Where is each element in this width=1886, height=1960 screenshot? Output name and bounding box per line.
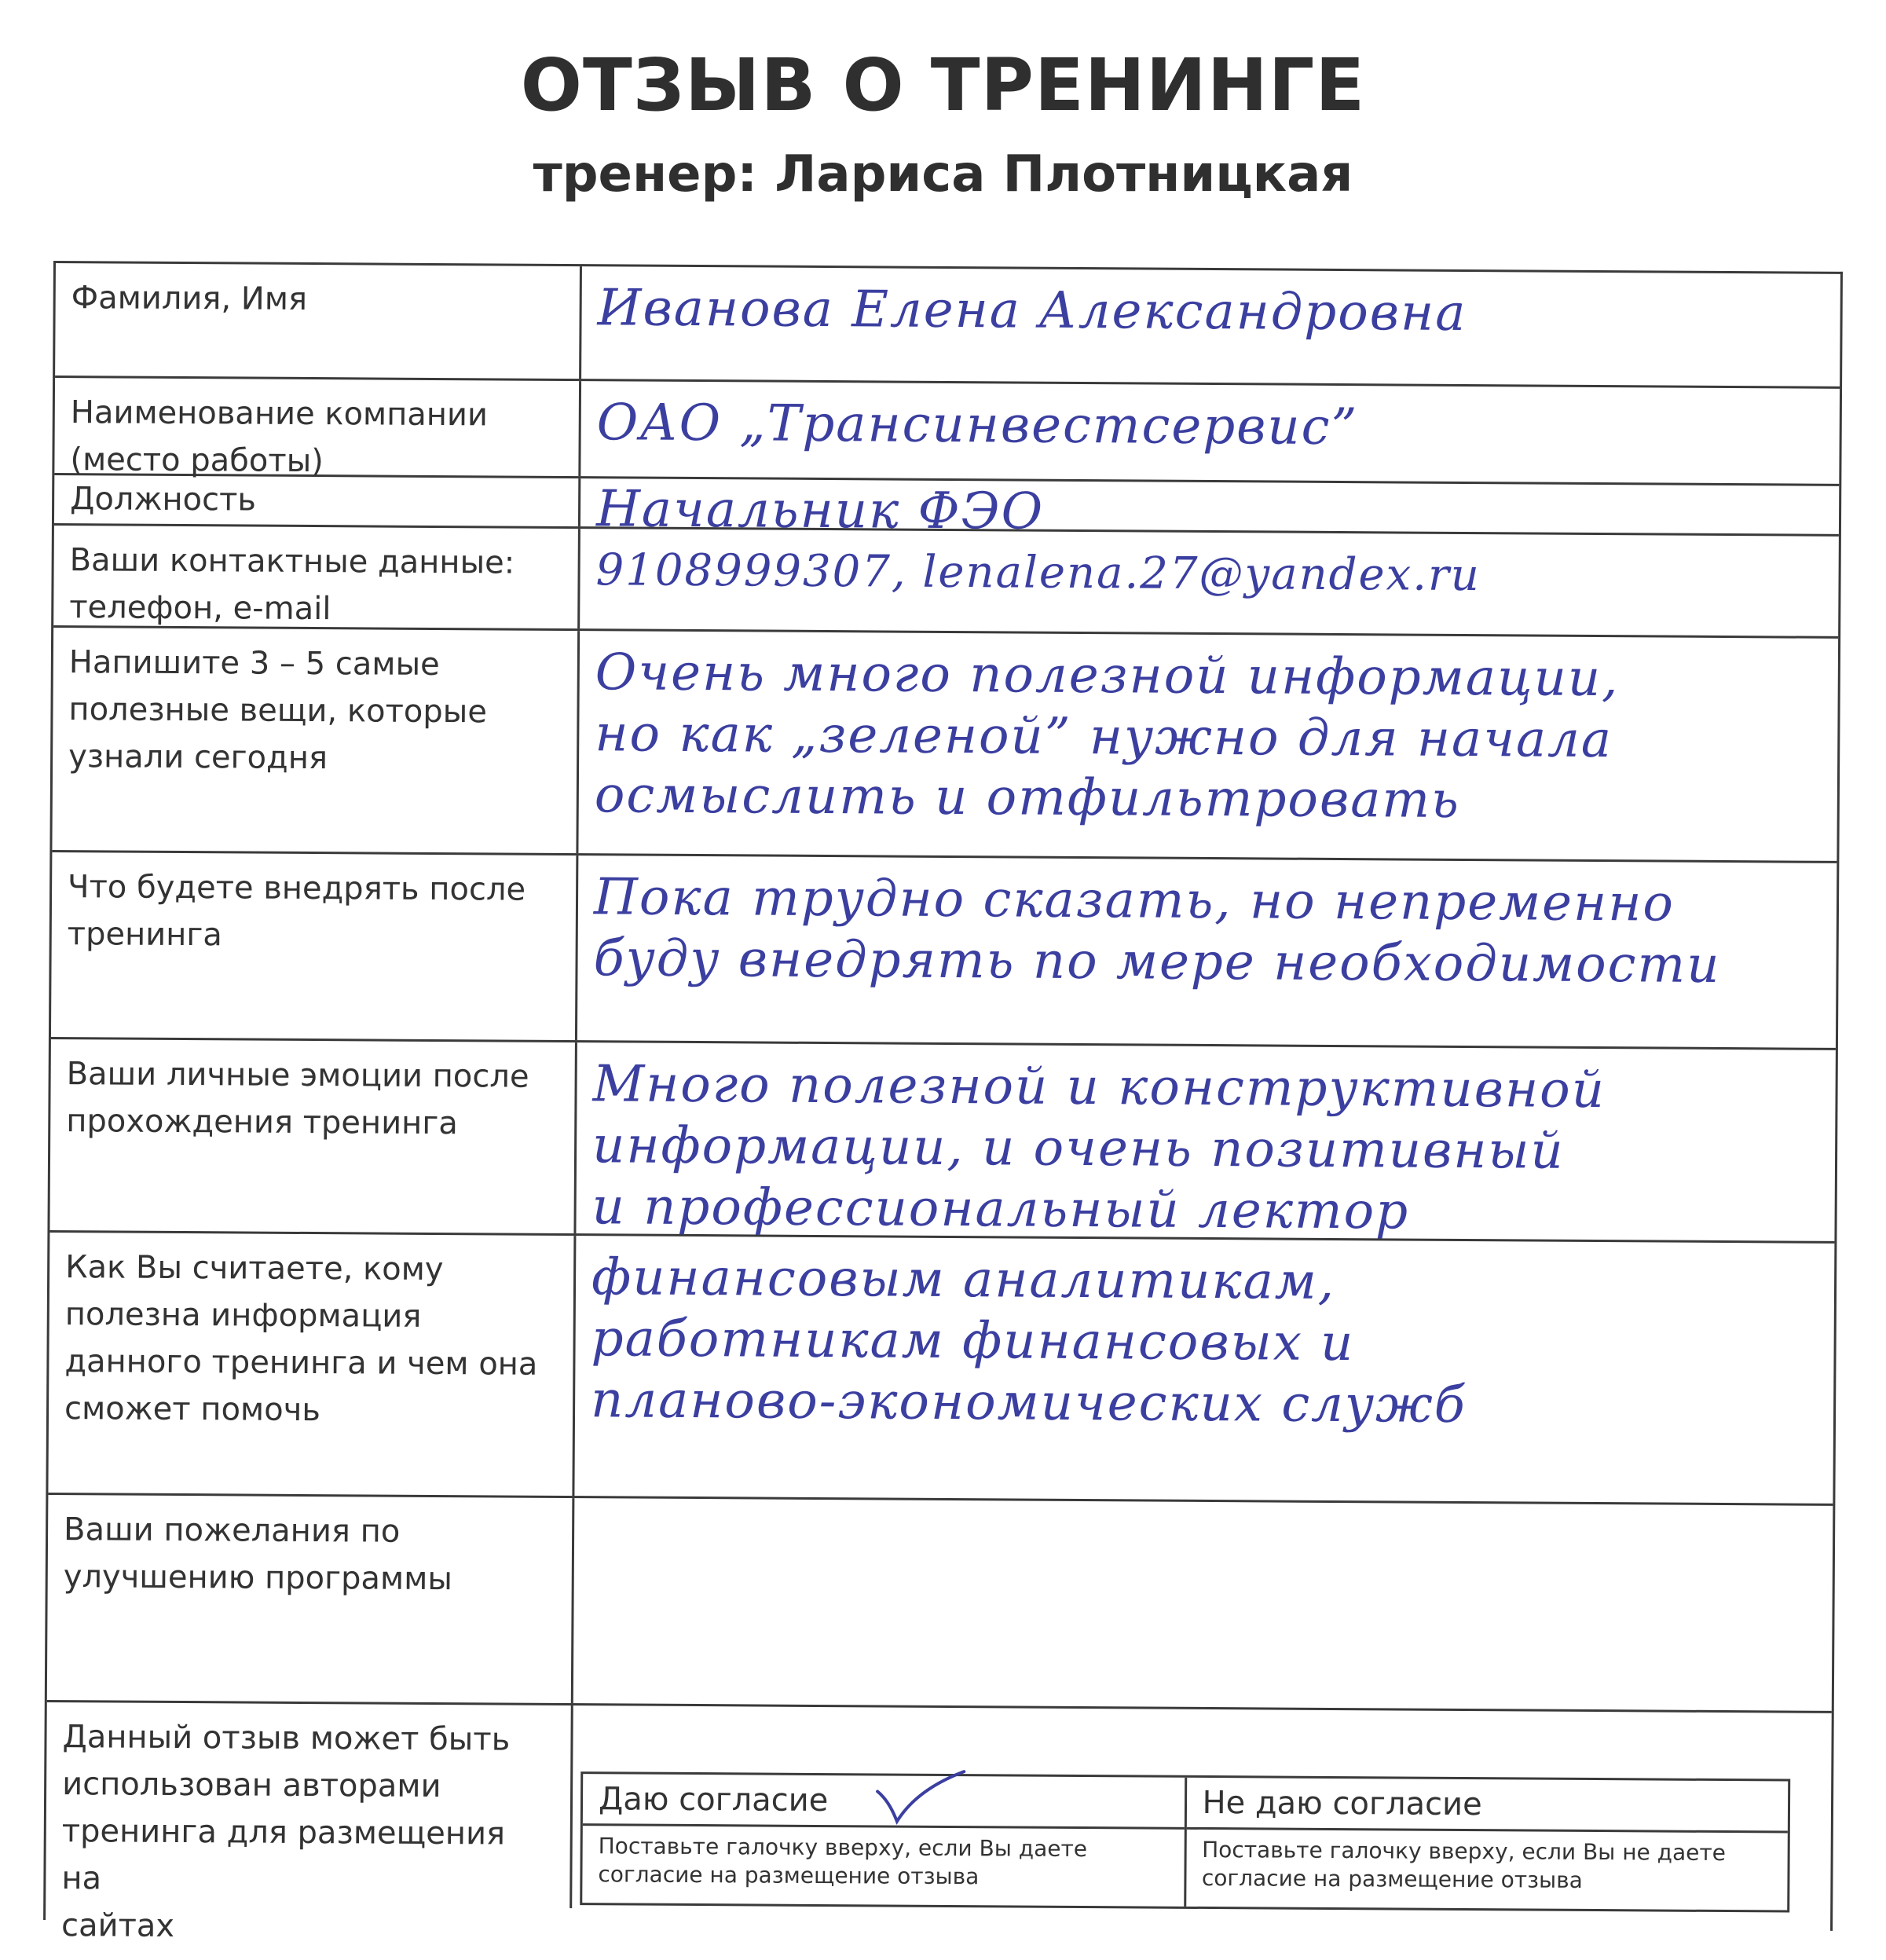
row-implement [51, 852, 1837, 1050]
label-company: Наименование компании (место работы) [54, 378, 581, 476]
answer-line: и профессиональный лектор [591, 1178, 1410, 1241]
label-wishes: Ваши пожелания по улучшению программы [47, 1495, 575, 1703]
consent-disagree-header [1186, 1778, 1788, 1834]
answer-full-name[interactable] [581, 266, 1840, 387]
label-position: Должность [54, 475, 580, 526]
row-audience [48, 1233, 1834, 1506]
answer-emotions[interactable] [576, 1042, 1835, 1241]
answer-company[interactable] [580, 381, 1840, 484]
label-contacts: Ваши контактные данные: телефон, e-mail [53, 526, 580, 628]
row-wishes [47, 1495, 1833, 1713]
answer-line: Много полезной и конструктивной [592, 1055, 1606, 1120]
answer-line: информации, и очень позитивный [591, 1116, 1565, 1181]
trainer-subtitle: тренер: Лариса Плотницкая [533, 145, 1353, 203]
answer-line: финансовым аналитикам, [591, 1248, 1336, 1311]
consent-agree-label: Даю согласие [598, 1781, 829, 1819]
answer-position[interactable] [580, 478, 1839, 541]
answer-useful-things[interactable] [578, 631, 1838, 861]
answer-audience[interactable] [574, 1236, 1834, 1504]
consent-table [580, 1771, 1790, 1912]
row-contacts [53, 526, 1839, 639]
answer-contacts[interactable] [580, 529, 1839, 636]
answer-line: Начальник ФЭО [595, 480, 1045, 541]
answer-line: Очень много полезной информации, [595, 643, 1620, 709]
consent-disagree[interactable] [1184, 1778, 1788, 1911]
answer-line: Иванова Елена Александровна [597, 279, 1467, 343]
label-emotions: Ваши личные эмоции после прохождения тренинга [49, 1039, 577, 1233]
consent-disagree-note: Поставьте галочку вверху, если Вы не даете согласие на размещение отзыва [1201, 1836, 1727, 1893]
row-useful-things [52, 628, 1838, 863]
checkmark-icon [873, 1769, 968, 1825]
consent-area [572, 1705, 1832, 1916]
label-full-name: Фамилия, Имя [55, 263, 582, 379]
label-consent: Данный отзыв может быть использован авторами тренинга для размещения на сайтах [46, 1702, 573, 1908]
page-title: ОТЗЫВ О ТРЕНИНГЕ [520, 43, 1366, 127]
answer-line: буду внедрять по мере необходимости [593, 929, 1721, 995]
answer-line: планово-экономических служб [590, 1371, 1467, 1435]
label-audience: Как Вы считаете, кому полезна информация данного тренинга и чем она сможет помочь [48, 1233, 576, 1496]
feedback-form [43, 261, 1843, 1944]
consent-agree-note: Поставьте галочку вверху, если Вы даете согласие на размещение отзыва [598, 1833, 1088, 1890]
row-emotions [49, 1039, 1835, 1244]
row-company [54, 378, 1840, 486]
answer-line: работникам финансовых и [591, 1310, 1355, 1373]
row-consent [46, 1702, 1832, 1944]
answer-line: ОАО „Трансинвестсервис” [596, 394, 1359, 457]
answer-wishes[interactable] [573, 1498, 1833, 1711]
answer-line: но как „зеленой” нужно для начала [595, 705, 1613, 770]
label-implement: Что будете внедрять после тренинга [51, 852, 578, 1040]
consent-agree-header [583, 1774, 1185, 1830]
label-useful-things: Напишите 3 – 5 самые полезные вещи, которые узнали сегодня [52, 628, 580, 853]
answer-line: Пока трудно сказать, но непременно [593, 868, 1675, 933]
answer-line: осмыслить и отфильтровать [594, 766, 1461, 830]
consent-agree[interactable] [582, 1774, 1184, 1907]
answer-line: 9108999307, lenalena.27@yandex.ru [595, 544, 1481, 602]
row-full-name [55, 263, 1840, 389]
consent-disagree-label: Не даю согласие [1202, 1784, 1482, 1823]
answer-implement[interactable] [577, 855, 1837, 1048]
